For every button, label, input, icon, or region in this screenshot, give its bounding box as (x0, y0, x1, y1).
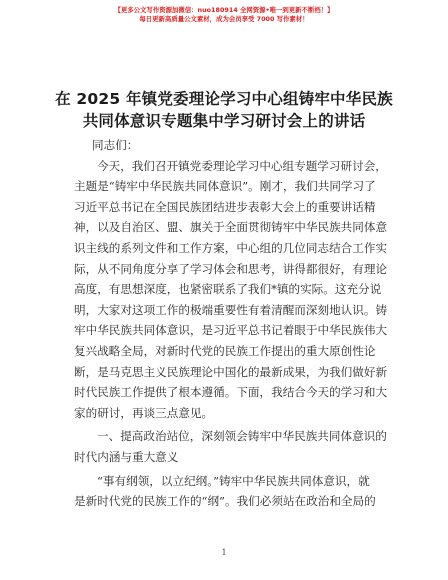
banner-line-1: 【更多公文写作资源加微信：nuo180914 全网资源•唯一到更新不断档！】 (114, 6, 334, 14)
paragraph-1-line: 习近平总书记在全国民族团结进步表彰大会上的重要讲话精 (74, 199, 376, 214)
section-1-heading-line: 时代内涵与重大意义 (74, 449, 179, 464)
header-banner (0, 6, 448, 24)
paragraph-2-line: “事有纲领，以立纪纲。”铸牢中华民族共同体意识，就 (97, 473, 370, 488)
paragraph-1-line: 识主线的系列文件和工作方案，中心组的几位同志结合工作实 (74, 240, 388, 255)
paragraph-1-line: 主题是“铸牢中华民族共同体意识”。刚才，我们共同学习了 (74, 179, 376, 194)
title-line-1: 在 2025 年镇党委理论学习中心组铸牢中华民族 (55, 90, 393, 108)
paragraph-1-line: 断，是马克思主义民族理论中国化的最新成果，为我们做好新 (74, 364, 388, 379)
title-line-2: 共同体意识专题集中学习研讨会上的讲话 (82, 112, 366, 130)
paragraph-1-line: 牢中华民族共同体意识，是习近平总书记着眼于中华民族伟大 (74, 323, 388, 338)
banner-line-2: 每日更新高质量公文素材，成为会员享受 7000 写作素材！ (139, 15, 309, 23)
paragraph-1-line: 高度，有思想深度，也紧密联系了我们*镇的实际。这充分说 (74, 282, 382, 297)
paragraph-1-line: 今天，我们召开镇党委理论学习中心组专题学习研讨会， (97, 158, 387, 173)
paragraph-1-line: 明，大家对这项工作的极端重要性有着清醒而深刻地认识。铸 (74, 302, 388, 317)
paragraph-1-line: 复兴战略全局，对新时代党的民族工作提出的重大原创性论 (74, 343, 376, 358)
salutation: 同志们： (92, 138, 139, 152)
paragraph-1-line: 际，从不同角度分享了学习体会和思考，讲得都很好，有理论 (74, 261, 388, 276)
paragraph-1-line: 家的研讨，再谈三点意见。 (74, 405, 214, 420)
section-1-heading-line: 一、提高政治站位，深刻领会铸牢中华民族共同体意识的 (97, 429, 387, 444)
paragraph-1-line: 神，以及自治区、盟、旗关于全面贯彻铸牢中华民族共同体意 (74, 220, 388, 235)
paragraph-2-line: 是新时代党的民族工作的“纲”。我们必须站在政治和全局的 (74, 494, 376, 509)
document-title (20, 88, 428, 132)
paragraph-1-line: 时代民族工作提供了根本遵循。下面，我结合今天的学习和大 (74, 385, 388, 400)
page-number: 1 (221, 548, 227, 557)
document-body (74, 135, 392, 512)
